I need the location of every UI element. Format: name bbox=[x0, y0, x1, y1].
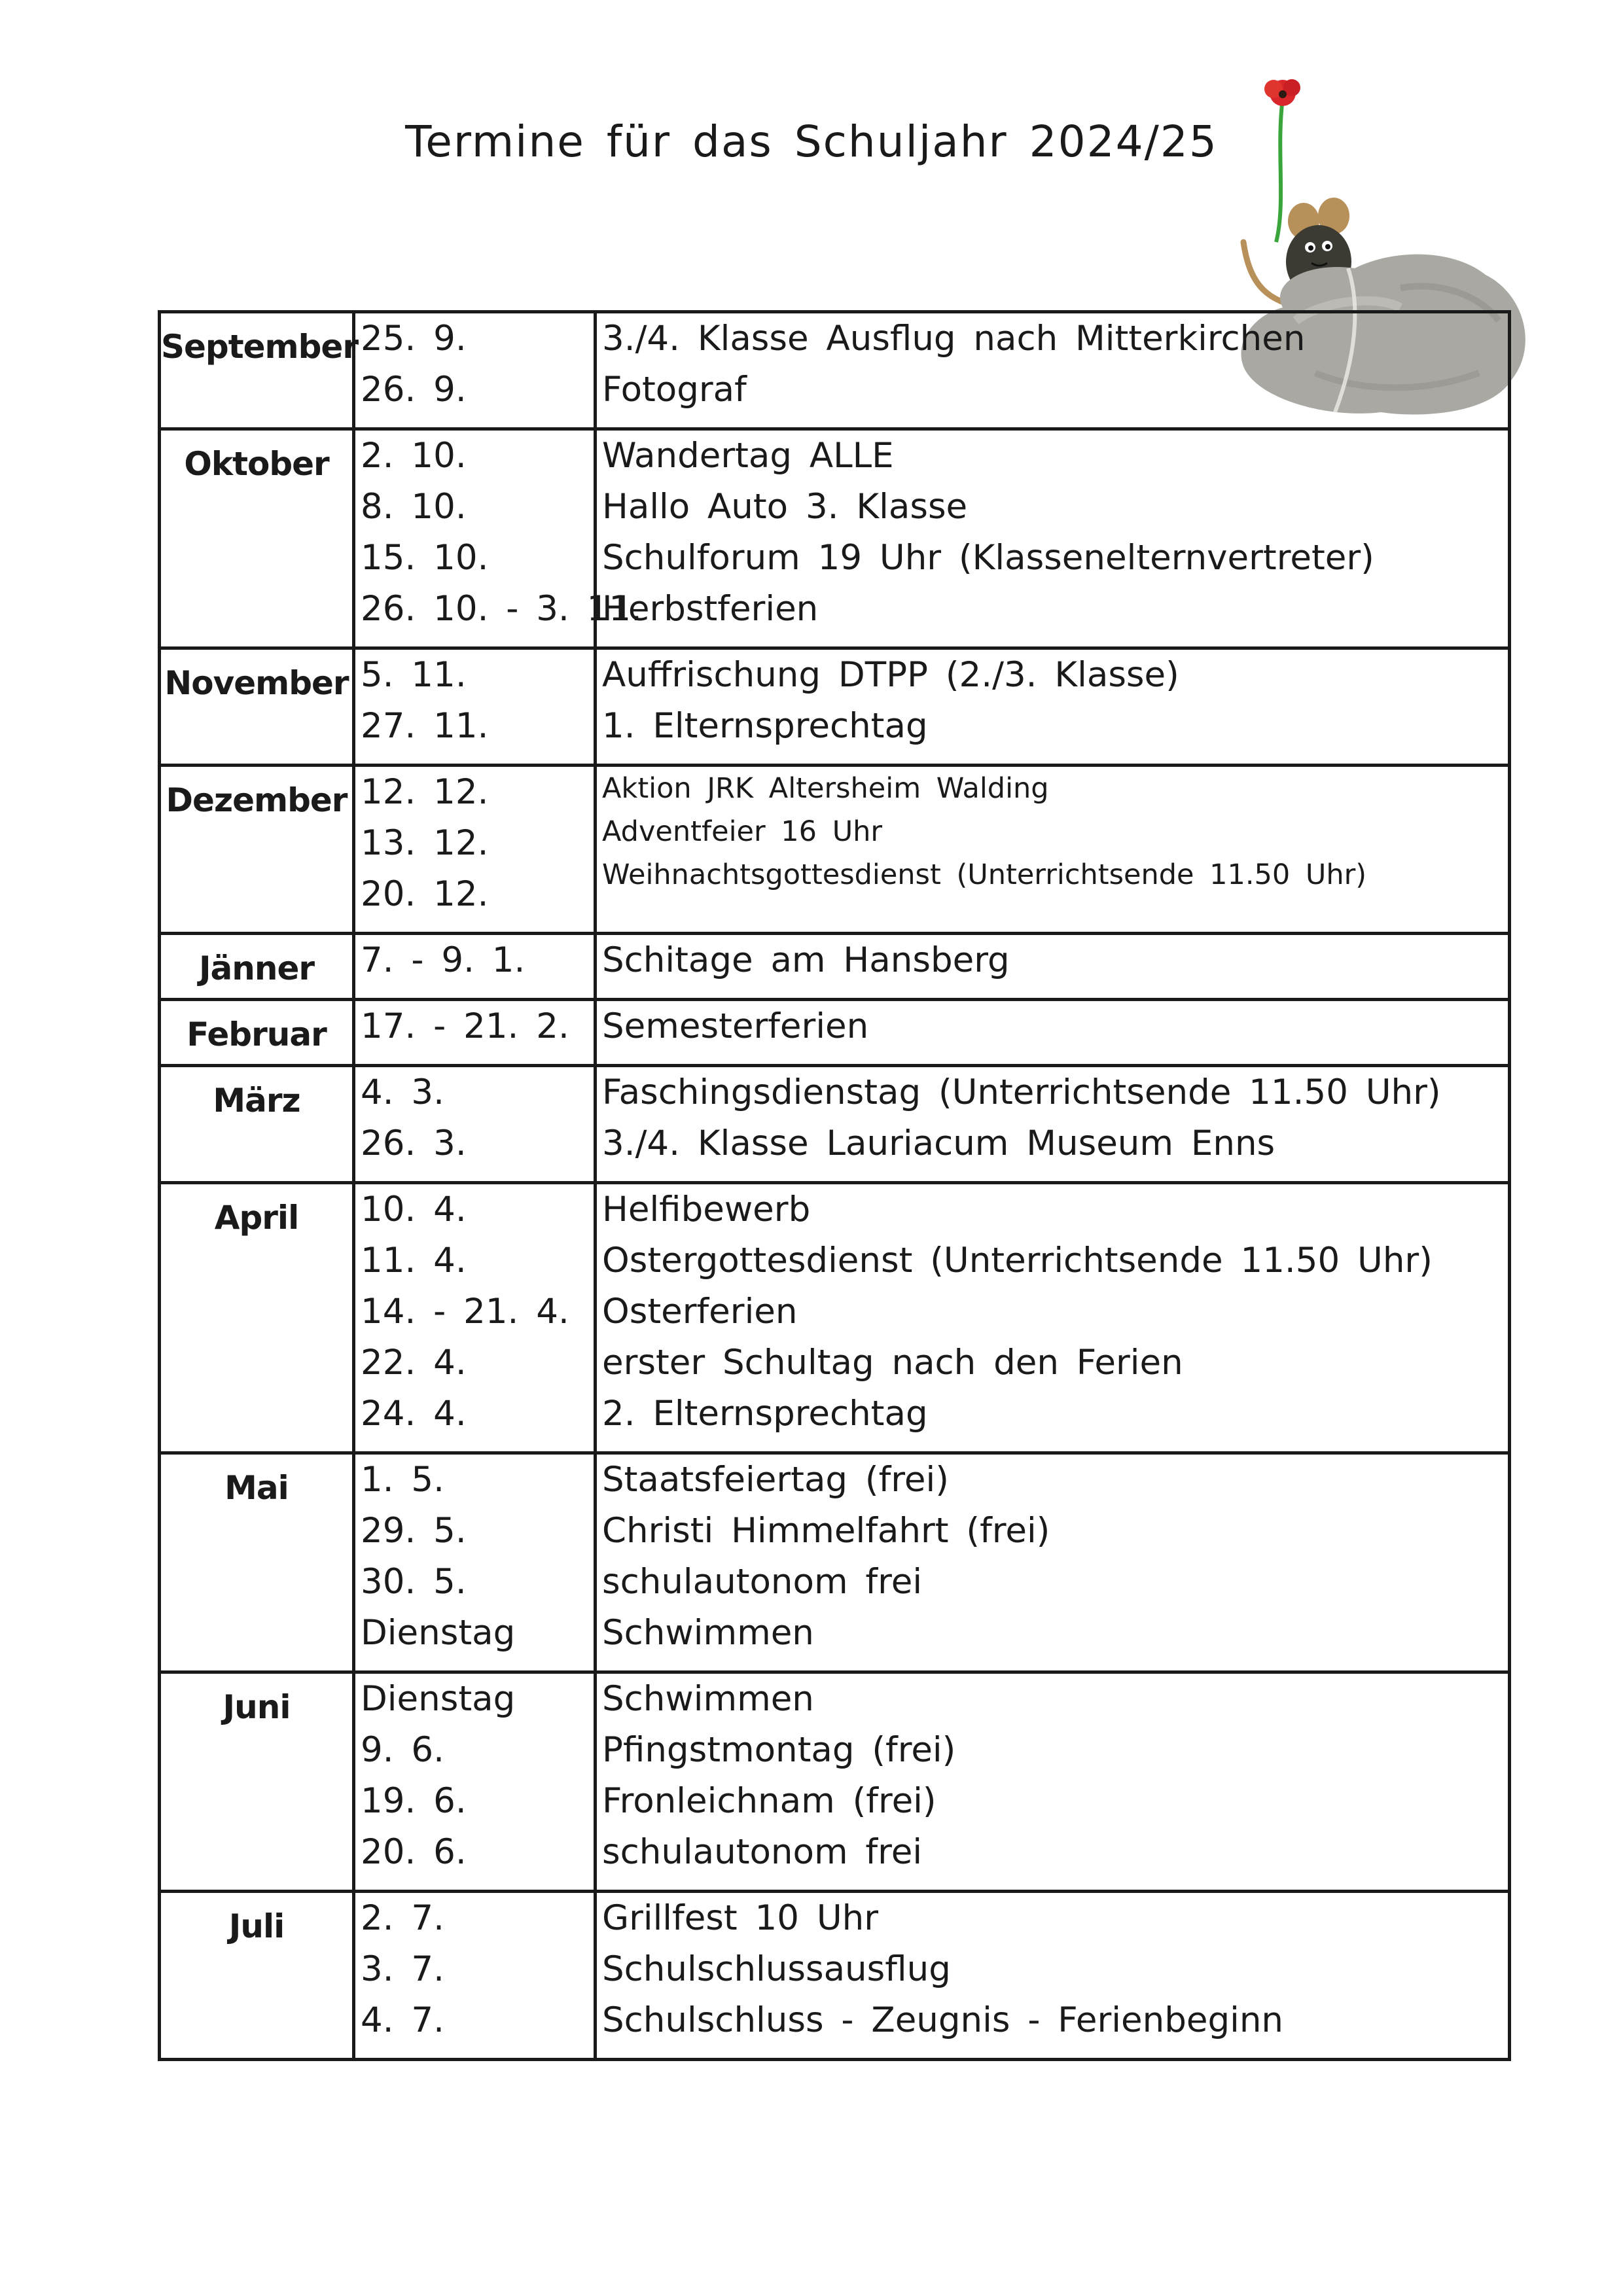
date-entry: 22. 4. bbox=[361, 1343, 467, 1383]
event-entry: Pfingstmontag (frei) bbox=[602, 1730, 956, 1770]
date-entry: 3. 7. bbox=[361, 1949, 444, 1989]
month-label: Mai bbox=[160, 1453, 354, 1672]
schedule-table bbox=[158, 310, 1511, 2061]
dates-cell bbox=[354, 1066, 596, 1183]
events-cell bbox=[596, 648, 1510, 766]
event-entry: Christi Himmelfahrt (frei) bbox=[602, 1511, 1050, 1551]
dates-cell bbox=[354, 766, 596, 934]
event-entry: Helfibewerb bbox=[602, 1190, 811, 1229]
date-entry: 15. 10. bbox=[361, 538, 489, 578]
event-entry: Aktion JRK Altersheim Walding bbox=[602, 772, 1049, 805]
event-entry: Faschingsdienstag (Unterrichtsende 11.50 Uhr) bbox=[602, 1072, 1441, 1112]
page-title: Termine für das Schuljahr 2024/25 bbox=[405, 116, 1218, 167]
events-cell bbox=[596, 1000, 1510, 1066]
date-entry: 29. 5. bbox=[361, 1511, 467, 1551]
date-entry: 24. 4. bbox=[361, 1394, 467, 1434]
event-entry: Semesterferien bbox=[602, 1006, 869, 1046]
month-label: Februar bbox=[160, 1000, 354, 1066]
date-entry: 14. - 21. 4. bbox=[361, 1292, 569, 1332]
date-entry: 2. 7. bbox=[361, 1898, 444, 1938]
date-entry: 2. 10. bbox=[361, 436, 467, 476]
month-row bbox=[160, 1000, 1510, 1066]
date-entry: 5. 11. bbox=[361, 655, 467, 695]
event-entry: Ostergottesdienst (Unterrichtsende 11.50 Uhr) bbox=[602, 1241, 1433, 1280]
event-entry: 2. Elternsprechtag bbox=[602, 1394, 928, 1434]
events-cell bbox=[596, 1453, 1510, 1672]
month-row bbox=[160, 1183, 1510, 1453]
date-entry: 20. 6. bbox=[361, 1832, 467, 1872]
event-entry: Schulforum 19 Uhr (Klassenelternvertreter) bbox=[602, 538, 1374, 578]
event-entry: Schwimmen bbox=[602, 1679, 814, 1719]
dates-cell bbox=[354, 934, 596, 1000]
month-label: Juli bbox=[160, 1892, 354, 2060]
events-cell bbox=[596, 1066, 1510, 1183]
event-entry: Fronleichnam (frei) bbox=[602, 1781, 936, 1821]
dates-cell bbox=[354, 1672, 596, 1892]
date-entry: 26. 9. bbox=[361, 370, 467, 410]
dates-cell bbox=[354, 312, 596, 429]
event-entry: Herbstferien bbox=[602, 589, 819, 629]
date-entry: 13. 12. bbox=[361, 823, 489, 863]
event-entry: Fotograf bbox=[602, 370, 747, 410]
date-entry: 9. 6. bbox=[361, 1730, 444, 1770]
date-entry: 8. 10. bbox=[361, 487, 467, 527]
month-label: Oktober bbox=[160, 429, 354, 648]
date-entry: 12. 12. bbox=[361, 772, 489, 812]
event-entry: Wandertag ALLE bbox=[602, 436, 894, 476]
date-entry: 11. 4. bbox=[361, 1241, 467, 1280]
date-entry: 26. 10. - 3. 11. bbox=[361, 589, 642, 629]
event-entry: Schulschlussausflug bbox=[602, 1949, 951, 1989]
month-label: Juni bbox=[160, 1672, 354, 1892]
date-entry: 27. 11. bbox=[361, 706, 489, 746]
date-entry: 1. 5. bbox=[361, 1460, 444, 1500]
events-cell bbox=[596, 934, 1510, 1000]
month-row bbox=[160, 648, 1510, 766]
events-cell bbox=[596, 1892, 1510, 2060]
date-entry: 4. 3. bbox=[361, 1072, 444, 1112]
events-cell bbox=[596, 1672, 1510, 1892]
month-label: März bbox=[160, 1066, 354, 1183]
event-entry: Auffrischung DTPP (2./3. Klasse) bbox=[602, 655, 1179, 695]
date-entry: 19. 6. bbox=[361, 1781, 467, 1821]
date-entry: 10. 4. bbox=[361, 1190, 467, 1229]
dates-cell bbox=[354, 1183, 596, 1453]
month-label: Jänner bbox=[160, 934, 354, 1000]
event-entry: Osterferien bbox=[602, 1292, 798, 1332]
event-entry: Adventfeier 16 Uhr bbox=[602, 815, 883, 848]
event-entry: Grillfest 10 Uhr bbox=[602, 1898, 879, 1938]
events-cell bbox=[596, 1183, 1510, 1453]
date-entry: 20. 12. bbox=[361, 874, 489, 914]
date-entry: 7. - 9. 1. bbox=[361, 940, 526, 980]
event-entry: Weihnachtsgottesdienst (Unterrichtsende 11.50 Uhr) bbox=[602, 858, 1367, 891]
month-label: April bbox=[160, 1183, 354, 1453]
event-entry: schulautonom frei bbox=[602, 1562, 923, 1602]
dates-cell bbox=[354, 429, 642, 648]
dates-cell bbox=[354, 648, 596, 766]
date-entry: 30. 5. bbox=[361, 1562, 467, 1602]
date-entry: Dienstag bbox=[361, 1613, 516, 1653]
month-row bbox=[160, 934, 1510, 1000]
month-row bbox=[160, 1892, 1510, 2060]
event-entry: 1. Elternsprechtag bbox=[602, 706, 928, 746]
event-entry: Schitage am Hansberg bbox=[602, 940, 1010, 980]
events-cell bbox=[596, 312, 1510, 429]
event-entry: Staatsfeiertag (frei) bbox=[602, 1460, 949, 1500]
month-label: Dezember bbox=[160, 766, 354, 934]
events-cell bbox=[596, 766, 1510, 934]
events-cell bbox=[596, 429, 1510, 648]
month-row bbox=[160, 429, 1510, 648]
date-entry: Dienstag bbox=[361, 1679, 516, 1719]
date-entry: 25. 9. bbox=[361, 319, 467, 359]
event-entry: erster Schultag nach den Ferien bbox=[602, 1343, 1183, 1383]
event-entry: Schwimmen bbox=[602, 1613, 814, 1653]
event-entry: 3./4. Klasse Lauriacum Museum Enns bbox=[602, 1123, 1275, 1163]
month-label: November bbox=[160, 648, 354, 766]
month-row bbox=[160, 1672, 1510, 1892]
date-entry: 26. 3. bbox=[361, 1123, 467, 1163]
month-row bbox=[160, 1066, 1510, 1183]
event-entry: schulautonom frei bbox=[602, 1832, 923, 1872]
event-entry: Schulschluss - Zeugnis - Ferienbeginn bbox=[602, 2000, 1283, 2040]
date-entry: 17. - 21. 2. bbox=[361, 1006, 569, 1046]
dates-cell bbox=[354, 1000, 596, 1066]
month-row bbox=[160, 766, 1510, 934]
month-label: September bbox=[160, 312, 354, 429]
dates-cell bbox=[354, 1892, 596, 2060]
event-entry: 3./4. Klasse Ausflug nach Mitterkirchen bbox=[602, 319, 1306, 359]
event-entry: Hallo Auto 3. Klasse bbox=[602, 487, 968, 527]
date-entry: 4. 7. bbox=[361, 2000, 444, 2040]
month-row bbox=[160, 312, 1510, 429]
month-row bbox=[160, 1453, 1510, 1672]
dates-cell bbox=[354, 1453, 596, 1672]
